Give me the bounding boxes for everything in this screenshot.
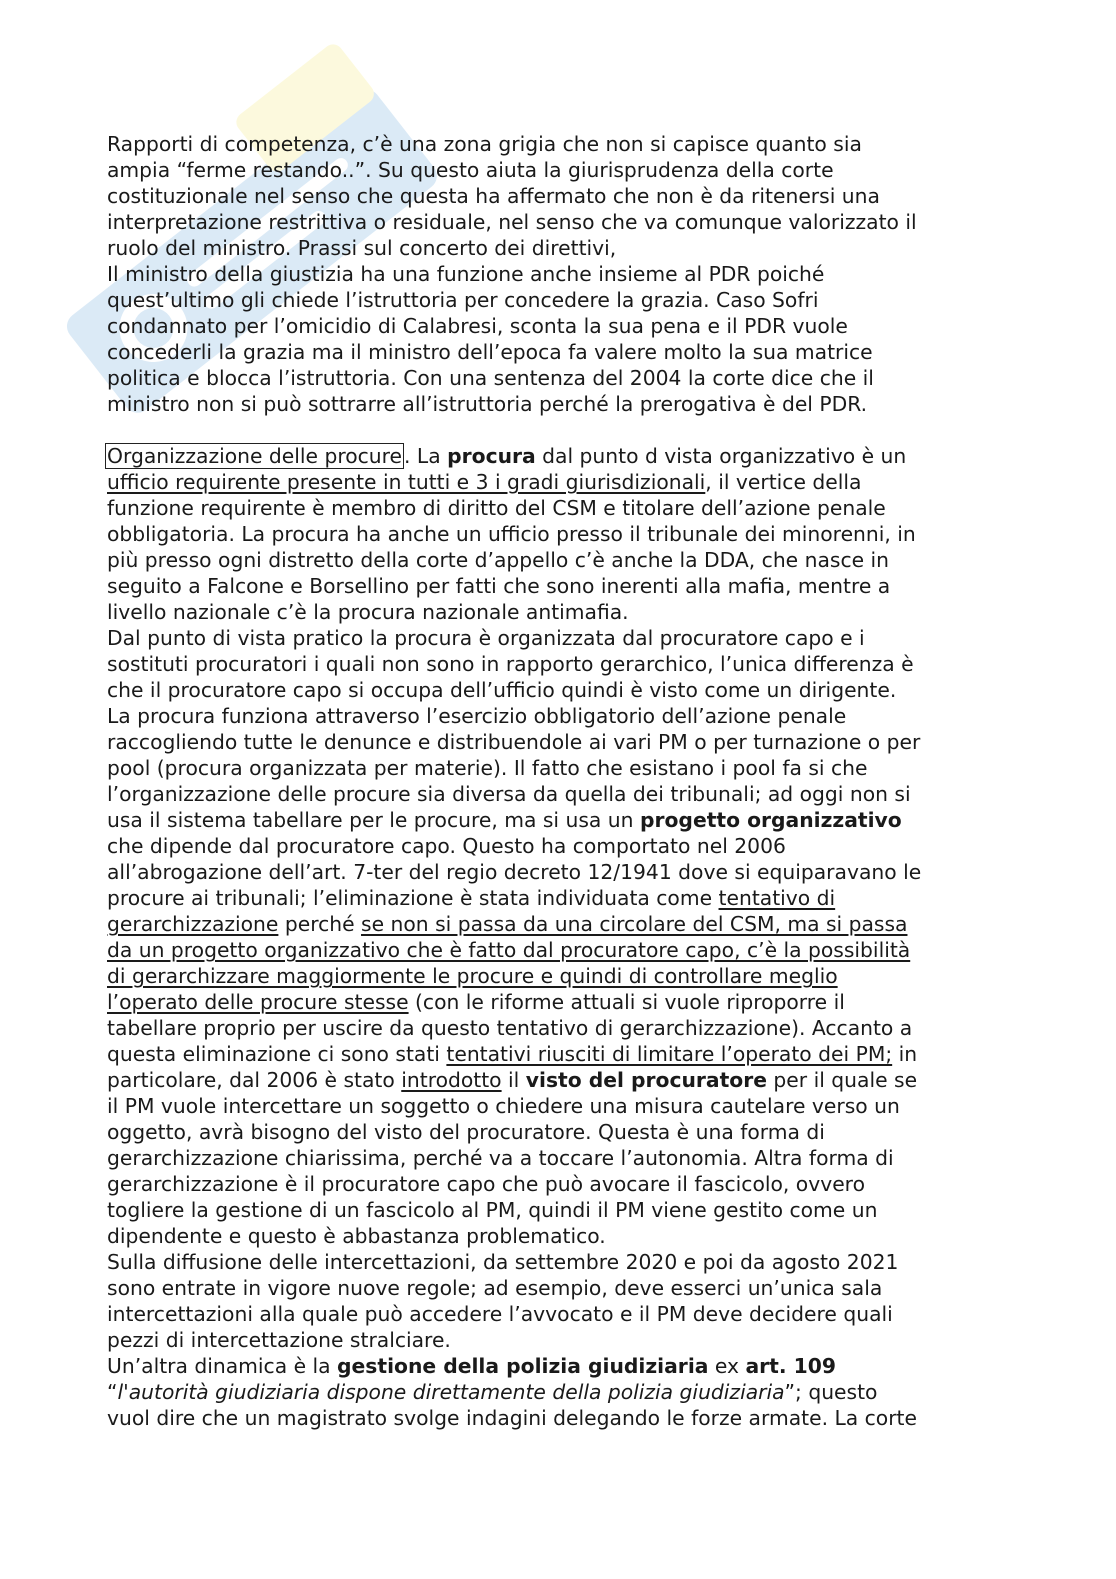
text-line: ufficio requirente presente in tutti e 3 i gradi giurisdizionali, il vertice della — [107, 470, 862, 494]
text-line: pezzi di intercettazione stralciare. — [107, 1328, 451, 1352]
text-line: Un’altra dinamica è la gestione della polizia giudiziaria ex art. 109 — [107, 1354, 836, 1378]
underlined-text: da un progetto organizzativo che è fatto dal procuratore capo, c’è la possibilità — [107, 938, 911, 962]
text-line: obbligatoria. La procura ha anche un ufficio presso il tribunale dei minorenni, in — [107, 522, 916, 546]
text-line: livello nazionale c’è la procura nazionale antimafia. — [107, 600, 629, 624]
text-line: sostituti procuratori i quali non sono in rapporto gerarchico, l’unica differenza è — [107, 652, 914, 676]
text-line: pool (procura organizzata per materie). Il fatto che esistano i pool fa si che — [107, 756, 868, 780]
underlined-text: l’operato delle procure stesse — [107, 990, 409, 1014]
text-line: funzione requirente è membro di diritto del CSM e titolare dell’azione penale — [107, 496, 886, 520]
text-line: politica e blocca l’istruttoria. Con una sentenza del 2004 la corte dice che il — [107, 366, 874, 390]
text-line — [107, 937, 1012, 963]
text-line: Organizzazione delle procure. La procura dal punto d vista organizzativo è un — [107, 444, 907, 468]
text-line: questa eliminazione ci sono stati tentativi riusciti di limitare l’operato dei PM; in — [107, 1042, 918, 1066]
document-body — [107, 131, 1012, 1431]
text-line: seguito a Falcone e Borsellino per fatti che sono inerenti alla mafia, mentre a — [107, 574, 891, 598]
text-line: Dal punto di vista pratico la procura è organizzata dal procuratore capo e i — [107, 626, 865, 650]
text-line: ruolo del ministro. Prassi sul concerto dei direttivi, — [107, 236, 617, 260]
text-line: ministro non si può sottrarre all’istruttoria perché la prerogativa è del PDR. — [107, 392, 868, 416]
text-line: dipendente e questo è abbastanza problematico. — [107, 1224, 606, 1248]
text-line: oggetto, avrà bisogno del visto del procuratore. Questa è una forma di — [107, 1120, 825, 1144]
bold-term: progetto organizzativo — [639, 808, 902, 832]
text-line: interpretazione restrittiva o residuale, nel senso che va comunque valorizzato il — [107, 210, 917, 234]
bold-term: art. 109 — [745, 1354, 836, 1378]
section-organizzazione-procure — [107, 443, 1012, 1431]
paragraph-ministro — [107, 131, 1012, 417]
text-line: l’organizzazione delle procure sia diversa da quella dei tribunali; ad oggi non si — [107, 782, 911, 806]
text-line: all’abrogazione dell’art. 7-ter del regio decreto 12/1941 dove si equiparavano le — [107, 860, 922, 884]
underlined-text: introdotto — [401, 1068, 502, 1092]
text-line: usa il sistema tabellare per le procure, ma si usa un progetto organizzativo — [107, 808, 902, 832]
paragraph-spacer — [107, 417, 1012, 443]
text-line: ampia “ferme restando..”. Su questo aiuta la giurisprudenza della corte — [107, 158, 834, 182]
text-line: quest’ultimo gli chiede l’istruttoria per concedere la grazia. Caso Sofri — [107, 288, 819, 312]
text-line: l’operato delle procure stesse (con le riforme attuali si vuole riproporre il — [107, 990, 845, 1014]
text-line: gerarchizzazione chiarissima, perché va a toccare l’autonomia. Altra forma di — [107, 1146, 894, 1170]
underlined-text: gerarchizzazione — [107, 912, 279, 936]
text-line — [107, 963, 1012, 989]
italic-quote: l'autorità giudiziaria dispone direttamente della polizia giudiziaria — [117, 1380, 785, 1404]
text-line: vuol dire che un magistrato svolge indagini delegando le forze armate. La corte — [107, 1406, 917, 1430]
text-line: La procura funziona attraverso l’esercizio obbligatorio dell’azione penale — [107, 704, 847, 728]
text-line: più presso ogni distretto della corte d’appello c’è anche la DDA, che nasce in — [107, 548, 890, 572]
underlined-text: se non si passa da una circolare del CSM, ma si passa — [361, 912, 908, 936]
text-line: Il ministro della giustizia ha una funzione anche insieme al PDR poiché — [107, 262, 825, 286]
text-line: raccogliendo tutte le denunce e distribuendole ai vari PM o per turnazione o per — [107, 730, 921, 754]
text-line: che il procuratore capo si occupa dell’ufficio quindi è visto come un dirigente. — [107, 678, 897, 702]
text-line: Rapporti di competenza, c’è una zona grigia che non si capisce quanto sia — [107, 132, 862, 156]
text-line: il PM vuole intercettare un soggetto o chiedere una misura cautelare verso un — [107, 1094, 900, 1118]
text-line: costituzionale nel senso che questa ha affermato che non è da ritenersi una — [107, 184, 880, 208]
text-line: “l'autorità giudiziaria dispone direttamente della polizia giudiziaria”; questo — [107, 1380, 878, 1404]
text-line: intercettazioni alla quale può accedere l’avvocato e il PM deve decidere quali — [107, 1302, 893, 1326]
text-line: sono entrate in vigore nuove regole; ad esempio, deve esserci un’unica sala — [107, 1276, 883, 1300]
bold-term: visto del procuratore — [525, 1068, 767, 1092]
text-line: che dipende dal procuratore capo. Questo ha comportato nel 2006 — [107, 834, 786, 858]
underlined-text: tentativo di — [718, 886, 836, 910]
text-line: particolare, dal 2006 è stato introdotto il visto del procuratore per il quale se — [107, 1068, 918, 1092]
text-line: togliere la gestione di un fascicolo al PM, quindi il PM viene gestito come un — [107, 1198, 878, 1222]
underlined-text: tentativi riusciti di limitare l’operato dei PM; — [446, 1042, 893, 1066]
text-line: Sulla diffusione delle intercettazioni, da settembre 2020 e poi da agosto 2021 — [107, 1250, 899, 1274]
text-line: gerarchizzazione perché se non si passa da una circolare del CSM, ma si passa — [107, 912, 908, 936]
text-line: gerarchizzazione è il procuratore capo che può avocare il fascicolo, ovvero — [107, 1172, 865, 1196]
text-line: concederli la grazia ma il ministro dell’epoca fa valere molto la sua matrice — [107, 340, 873, 364]
underlined-text: ufficio requirente presente in tutti e 3 i gradi giurisdizionali — [107, 470, 706, 494]
bold-term: procura — [447, 444, 536, 468]
text-line: tabellare proprio per uscire da questo tentativo di gerarchizzazione). Accanto a — [107, 1016, 913, 1040]
underlined-text: di gerarchizzare maggiormente le procure e quindi di controllare meglio — [107, 964, 838, 988]
text-line: condannato per l’omicidio di Calabresi, sconta la sua pena e il PDR vuole — [107, 314, 848, 338]
section-heading: Organizzazione delle procure — [107, 444, 403, 468]
text-line: procure ai tribunali; l’eliminazione è stata individuata come tentativo di — [107, 886, 836, 910]
bold-term: gestione della polizia giudiziaria — [337, 1354, 709, 1378]
